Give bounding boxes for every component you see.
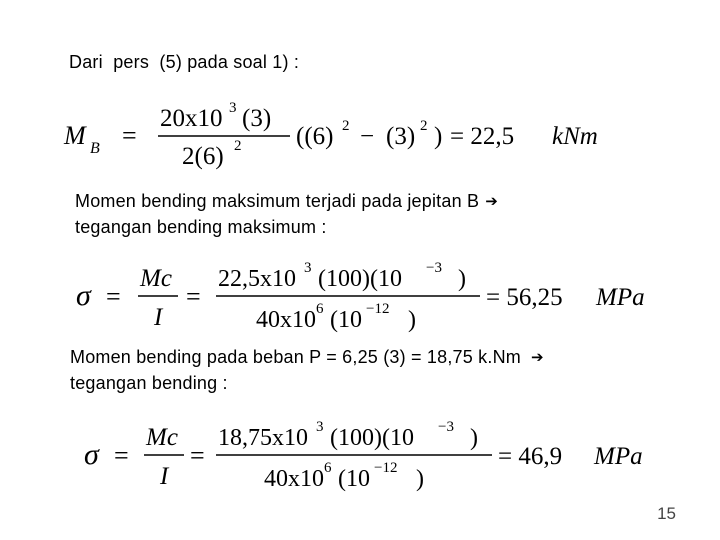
paragraph-max-moment-text: Momen bending maksimum terjadi pada jepitan B <box>75 191 480 211</box>
paragraph-load-moment-line1 <box>70 345 544 369</box>
eq1-minus: − <box>360 123 375 150</box>
eq1-body-exp1: 2 <box>342 118 350 134</box>
eq2-sigma: σ <box>76 279 91 312</box>
eq2-equals-2: = <box>186 282 201 311</box>
paragraph-load-moment-text: Momen bending pada beban P = 6,25 (3) = 18,75 k.Nm <box>70 347 521 367</box>
eq1-result-value: = 22,5 <box>450 123 515 150</box>
eq1-lhs-subscript: B <box>90 140 100 157</box>
equation-load-stress-graphic <box>84 418 684 503</box>
eq2-denominator-exp1: 6 <box>316 301 324 317</box>
eq2-result-unit: MPa <box>596 284 645 311</box>
eq3-frac1-numerator: Mc <box>146 424 178 451</box>
eq3-numerator-b: (100)(10 <box>330 425 414 451</box>
eq2-numerator-exp1: 3 <box>304 260 312 276</box>
eq3-frac1-denominator: I <box>160 463 169 490</box>
paragraph-max-moment-line1 <box>75 189 498 213</box>
eq2-result-value: = 56,25 <box>486 284 563 311</box>
eq2-frac1-numerator: Mc <box>140 265 172 292</box>
eq2-numerator-a: 22,5x10 <box>218 266 296 292</box>
eq1-denominator-exp: 2 <box>234 138 242 154</box>
eq3-result-value: = 46,9 <box>498 443 563 470</box>
eq3-denominator-c: ) <box>416 466 424 492</box>
eq1-numerator-exp: 3 <box>229 100 237 116</box>
eq3-result-unit: MPa <box>594 443 643 470</box>
eq2-numerator-b: (100)(10 <box>318 266 402 292</box>
eq3-numerator-exp1: 3 <box>316 419 324 435</box>
eq1-body-b: (3) <box>386 123 416 150</box>
eq3-equals-2: = <box>190 441 205 470</box>
eq1-denominator-a: 2(6) <box>182 143 224 170</box>
eq2-denominator-b: (10 <box>330 307 362 333</box>
eq1-body-c: ) <box>434 123 443 150</box>
eq3-equals-1: = <box>114 441 129 470</box>
eq3-denominator-exp2: −12 <box>374 460 398 476</box>
eq3-numerator-exp2: −3 <box>438 419 454 435</box>
eq2-denominator-exp2: −12 <box>366 301 390 317</box>
eq2-numerator-c: ) <box>458 266 466 292</box>
eq2-denominator-a: 40x10 <box>256 307 316 333</box>
eq2-denominator-c: ) <box>408 307 416 333</box>
eq3-denominator-b: (10 <box>338 466 370 492</box>
eq1-body-a: ((6) <box>296 123 334 150</box>
page-number: 15 <box>657 504 676 523</box>
eq1-equals: = <box>122 121 137 150</box>
paragraph-load-moment-line2: tegangan bending : <box>70 373 228 393</box>
equation-moment-b-graphic <box>64 98 664 178</box>
eq3-numerator-a: 18,75x10 <box>218 425 308 451</box>
eq1-result-unit: kNm <box>552 123 598 150</box>
right-arrow-icon: ➔ <box>485 192 498 210</box>
eq3-denominator-exp1: 6 <box>324 460 332 476</box>
intro-text: Dari pers (5) pada soal 1) : <box>69 52 300 72</box>
eq2-equals-1: = <box>106 282 121 311</box>
eq1-numerator-b: (3) <box>242 105 272 132</box>
eq1-body-exp2: 2 <box>420 118 428 134</box>
equation-moment-b <box>64 98 664 178</box>
eq1-numerator-a: 20x10 <box>160 105 223 132</box>
paragraph-max-moment-line2: tegangan bending maksimum : <box>75 217 327 237</box>
equation-max-stress-graphic <box>76 255 676 340</box>
equation-max-stress <box>76 255 676 340</box>
right-arrow-icon: ➔ <box>530 348 544 366</box>
equation-load-stress <box>84 418 684 503</box>
eq3-sigma: σ <box>84 438 99 471</box>
eq2-frac1-denominator: I <box>154 304 163 331</box>
eq2-numerator-exp2: −3 <box>426 260 442 276</box>
eq1-lhs: M <box>64 121 86 150</box>
eq3-denominator-a: 40x10 <box>264 466 324 492</box>
eq3-numerator-c: ) <box>470 425 478 451</box>
